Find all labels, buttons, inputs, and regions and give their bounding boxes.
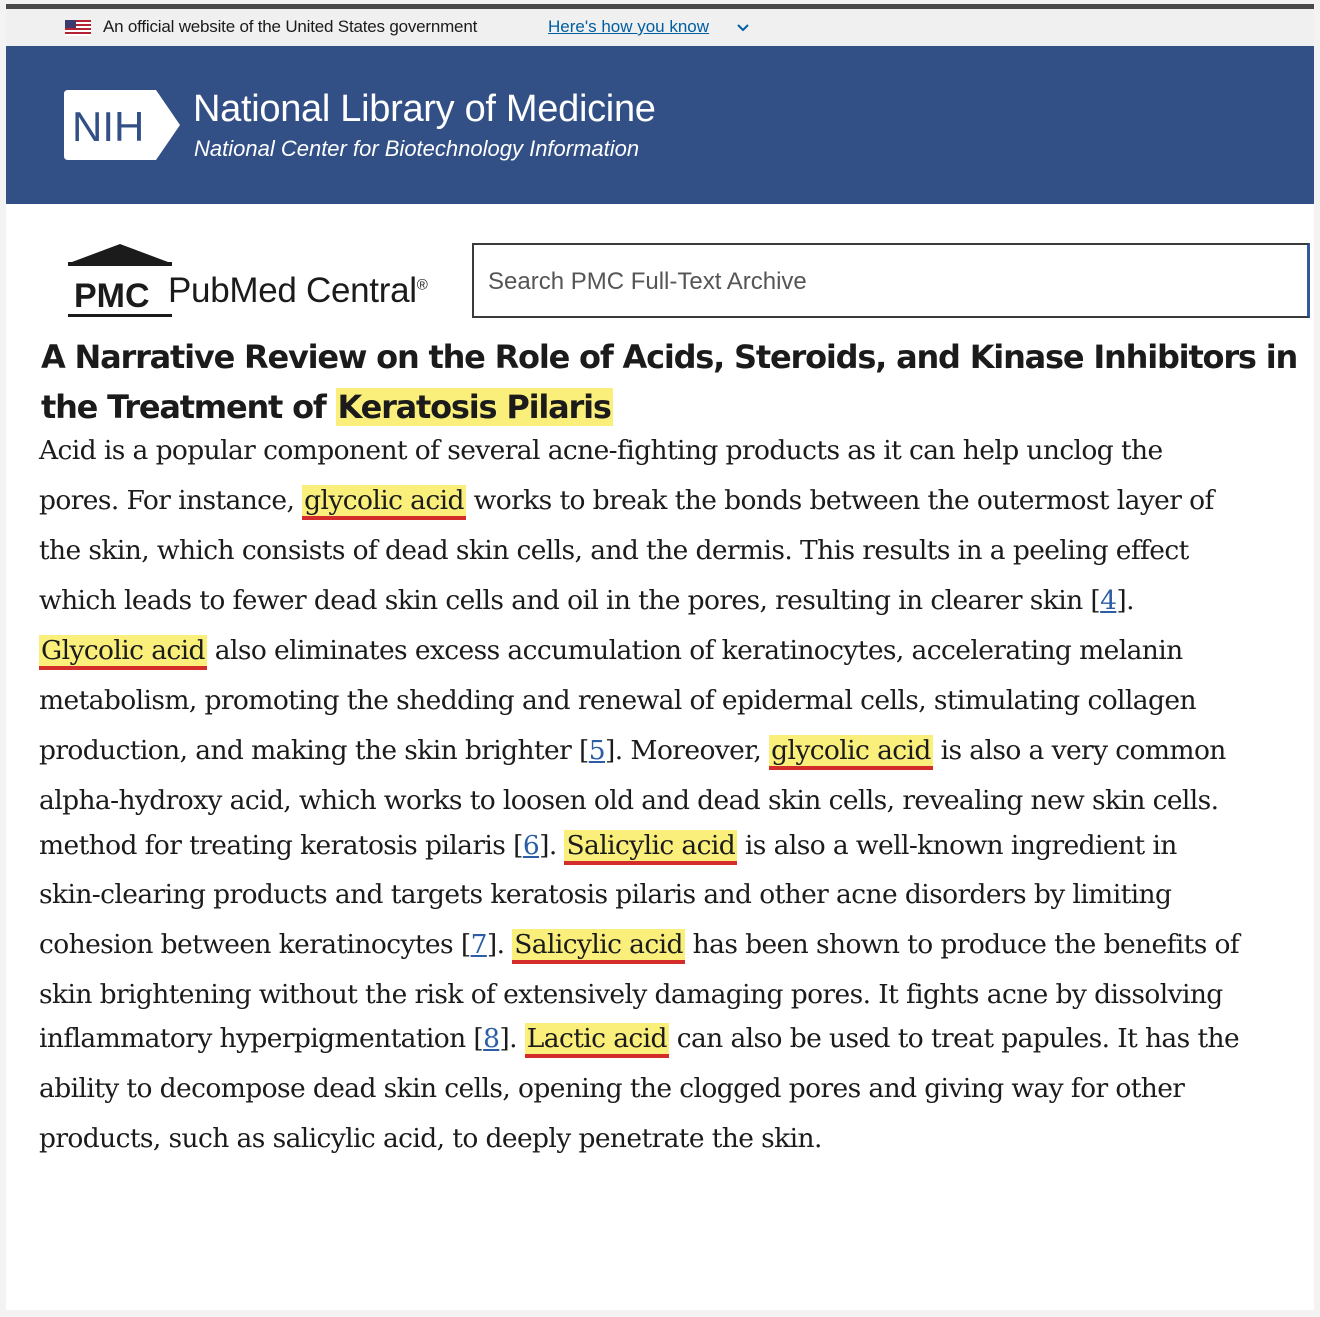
highlighted-term: glycolic acid	[769, 735, 933, 770]
body-text: method for treating keratosis pilaris [	[39, 830, 523, 861]
reference-link[interactable]: 7	[470, 929, 487, 960]
body-line	[39, 879, 1171, 910]
body-line	[39, 1073, 1184, 1104]
pmc-logo-text: PMC	[74, 277, 150, 315]
body-text: alpha-hydroxy acid, which works to loosen old and dead skin cells, revealing new skin cells.	[39, 785, 1219, 816]
body-text: which leads to fewer dead skin cells and oil in the pores, resulting in clearer skin [	[39, 585, 1101, 616]
search-box[interactable]	[472, 243, 1310, 318]
ncbi-subtitle: National Center for Biotechnology Information	[194, 136, 640, 161]
body-text: skin brightening without the risk of extensively damaging pores. It fights acne by dissolving	[39, 979, 1223, 1010]
pmc-logo[interactable]	[64, 240, 176, 320]
body-text: ]. Moreover,	[605, 735, 770, 766]
title-line-1: A Narrative Review on the Role of Acids, Steroids, and Kinase Inhibitors in	[41, 338, 1298, 376]
highlighted-term: Lactic acid	[525, 1023, 669, 1058]
highlighted-term: Salicylic acid	[564, 830, 737, 865]
body-text: ].	[486, 929, 513, 960]
page	[6, 4, 1314, 1310]
body-line	[39, 635, 1183, 666]
body-line	[39, 785, 1219, 816]
reference-link[interactable]: 4	[1100, 585, 1117, 616]
us-flag-icon	[65, 20, 91, 36]
heres-how-you-know-link[interactable]: Here's how you know	[548, 17, 710, 36]
nih-logo-text: NIH	[72, 103, 145, 150]
body-text: is also a well-known ingredient in	[737, 830, 1177, 861]
body-text: ].	[539, 830, 565, 861]
title-highlight: Keratosis Pilaris	[337, 388, 611, 426]
body-text: ability to decompose dead skin cells, opening the clogged pores and giving way for other	[39, 1073, 1185, 1104]
body-line	[39, 1023, 1239, 1054]
reference-link[interactable]: 8	[483, 1023, 500, 1054]
nlm-title[interactable]: National Library of Medicine	[193, 88, 656, 130]
body-line	[39, 979, 1223, 1010]
reference-link[interactable]: 6	[522, 830, 540, 861]
body-text: ].	[499, 1023, 525, 1054]
body-text: can also be used to treat papules. It has the	[668, 1023, 1240, 1054]
body-text: skin-clearing products and targets keratosis pilaris and other acne disorders by limiting	[39, 879, 1172, 910]
highlighted-term: Glycolic acid	[39, 635, 207, 670]
body-text: cohesion between keratinocytes [	[39, 929, 471, 960]
official-website-text: An official website of the United States government	[103, 17, 478, 36]
body-line	[39, 585, 1134, 616]
body-text: inflammatory hyperpigmentation [	[39, 1023, 484, 1054]
body-line	[39, 929, 1239, 960]
body-text: is also a very common	[932, 735, 1226, 766]
body-text: ].	[1116, 585, 1134, 616]
body-line	[39, 435, 1163, 466]
title-line-2: the Treatment of	[41, 388, 336, 426]
body-text: metabolism, promoting the shedding and renewal of epidermal cells, stimulating collagen	[39, 685, 1196, 716]
nih-logo[interactable]	[64, 86, 184, 164]
body-text: works to break the bonds between the outermost layer of	[465, 485, 1214, 516]
reference-link[interactable]: 5	[588, 735, 606, 766]
body-line	[39, 485, 1214, 516]
registered-mark: ®	[416, 276, 428, 294]
highlighted-term: glycolic acid	[302, 485, 466, 520]
body-text: production, and making the skin brighter [	[39, 735, 589, 766]
pubmed-central-label: PubMed Central	[168, 271, 417, 310]
chevron-down-icon[interactable]	[737, 24, 749, 32]
pubmed-central-name[interactable]	[168, 271, 427, 311]
body-text: also eliminates excess accumulation of keratinocytes, accelerating melanin	[206, 635, 1183, 666]
body-line	[39, 830, 1177, 861]
body-line	[39, 535, 1189, 566]
body-text: products, such as salicylic acid, to deeply penetrate the skin.	[39, 1123, 822, 1154]
body-text: has been shown to produce the benefits of	[684, 929, 1240, 960]
body-line	[39, 685, 1196, 716]
body-text: Acid is a popular component of several acne-fighting products as it can help unclog the	[39, 435, 1163, 466]
body-line	[39, 1123, 822, 1154]
search-input[interactable]	[486, 261, 1270, 303]
body-text: the skin, which consists of dead skin cells, and the dermis. This results in a peeling effect	[39, 535, 1189, 566]
gov-banner	[6, 9, 1314, 46]
body-line	[39, 735, 1226, 766]
body-text: pores. For instance,	[39, 485, 303, 516]
article-title	[41, 332, 1301, 432]
nih-header	[6, 46, 1314, 204]
highlighted-term: Salicylic acid	[512, 929, 685, 964]
